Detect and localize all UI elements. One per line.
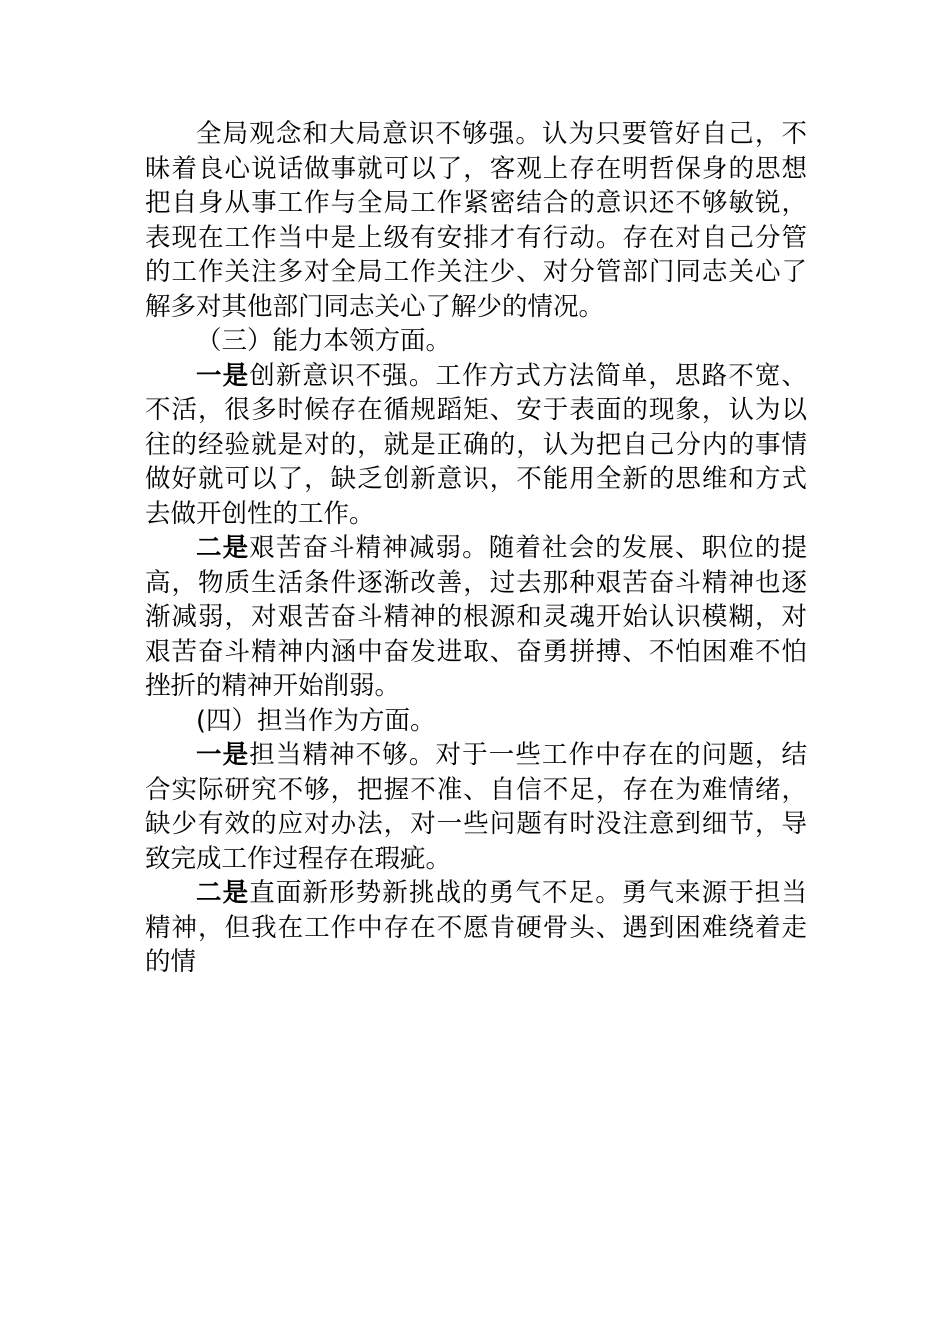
paragraph-lead: 一是 xyxy=(196,360,250,391)
document-body xyxy=(145,117,807,980)
section-heading-responsibility xyxy=(145,704,807,739)
paragraph-hard-work xyxy=(145,531,807,704)
heading-text: (四）担当作为方面。 xyxy=(196,705,436,736)
paragraph-text: 担当精神不够。对于一些工作中存在的问题，结合实际研究不够，把握不准、自信不足，存在为难情绪，缺少有效的应对办法，对一些问题有时没注意到细节，导致完成工作过程存在瑕疵。 xyxy=(145,740,807,874)
paragraph-text: 艰苦奋斗精神减弱。随着社会的发展、职位的提高，物质生活条件逐渐改善，过去那种艰苦奋斗精神也逐渐减弱，对艰苦奋斗精神的根源和灵魂开始认识模糊，对艰苦奋斗精神内涵中奋发进取、奋勇拼搏、不怕困难不怕挫折的精神开始削弱。 xyxy=(145,533,807,701)
paragraph-courage xyxy=(145,876,807,980)
paragraph-lead: 二是 xyxy=(196,878,250,908)
paragraph-responsibility xyxy=(145,738,807,876)
heading-text: （三）能力本领方面。 xyxy=(196,326,452,356)
paragraph-text: 全局观念和大局意识不够强。认为只要管好自己，不昧着良心说话做事就可以了，客观上存在明哲保身的思想把自身从事工作与全局工作紧密结合的意识还不够敏锐，表现在工作当中是上级有安排才有行动。存在对自己分管的工作关注多对全局工作关注少、对分管部门同志关心了解多对其他部门同志关心了解少的情况。 xyxy=(145,119,807,322)
paragraph-innovation xyxy=(145,359,807,532)
paragraph-text: 直面新形势新挑战的勇气不足。勇气来源于担当精神，但我在工作中存在不愿肯硬骨头、遇到困难绕着走的情 xyxy=(145,878,807,977)
paragraph-text: 创新意识不强。工作方式方法简单，思路不宽、不活，很多时候存在循规蹈矩、安于表面的现象，认为以往的经验就是对的，就是正确的，认为把自己分内的事情做好就可以了，缺乏创新意识，不能用全新的思维和方式去做开创性的工作。 xyxy=(145,360,807,529)
paragraph-overall-view xyxy=(145,117,807,324)
paragraph-lead: 二是 xyxy=(196,533,250,563)
section-heading-ability xyxy=(145,324,807,359)
paragraph-lead: 一是 xyxy=(196,740,250,770)
